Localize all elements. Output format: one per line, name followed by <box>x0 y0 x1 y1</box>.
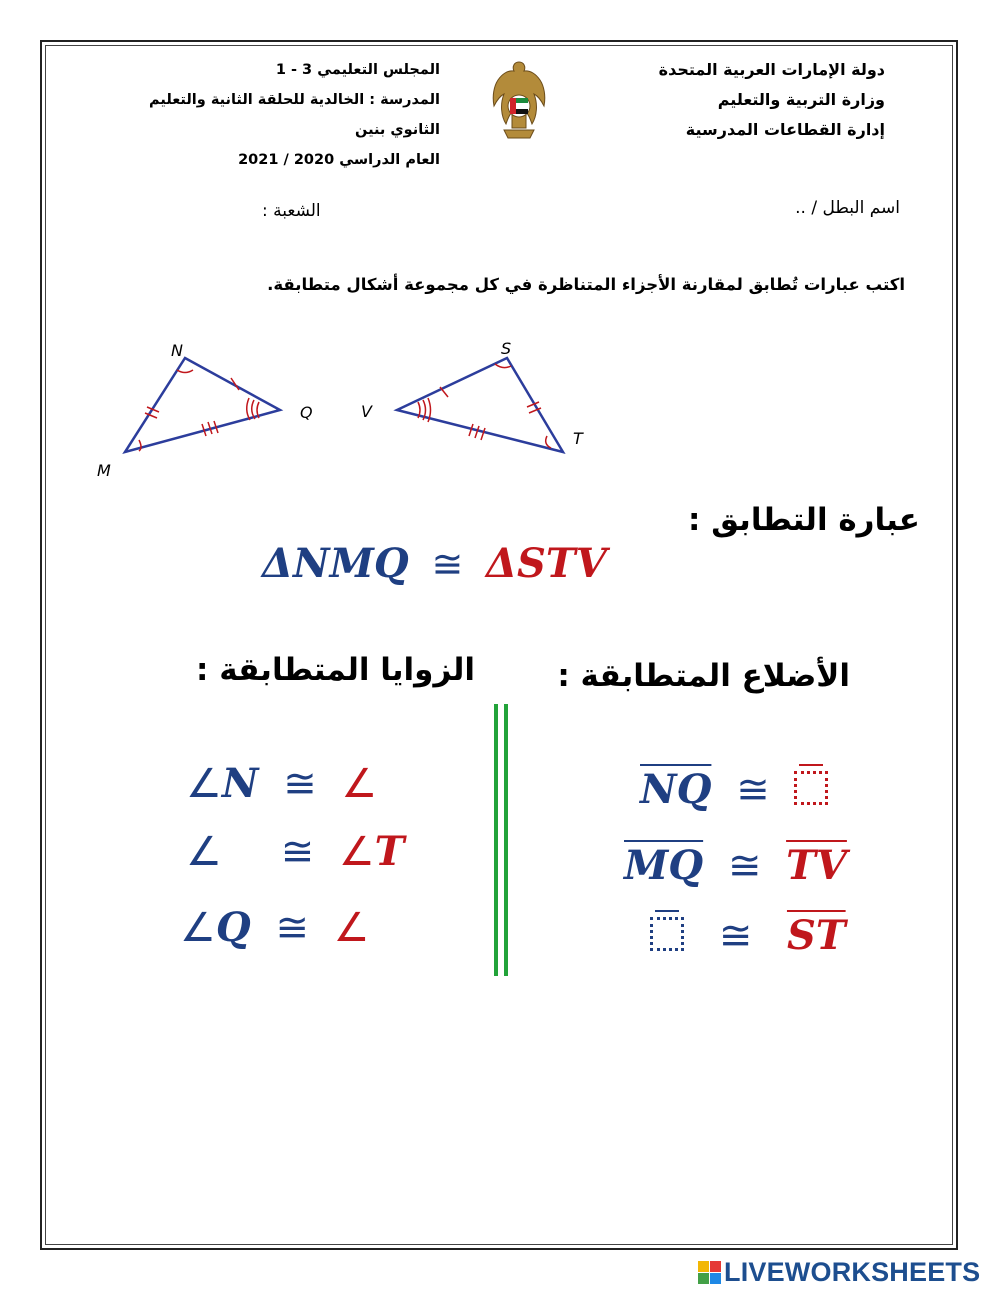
statement-right: ΔSTV <box>486 540 607 587</box>
vertex-label-v: V <box>361 402 372 421</box>
side-row <box>640 766 828 813</box>
sides-title: الأضلاع المتطابقة : <box>557 658 850 694</box>
header-line: المجلس التعليمي 3 - 1 <box>275 62 440 78</box>
header-line: العام الدراسي 2020 / 2021 <box>238 152 440 168</box>
triangles-figure <box>85 330 605 480</box>
angle-row <box>180 904 370 951</box>
vertex-label-m: M <box>97 461 111 480</box>
angle-symbol: ∠ <box>338 829 375 875</box>
student-name-label: اسم البطل / .. <box>795 198 900 218</box>
statement-left: ΔNMQ <box>262 540 409 587</box>
column-divider <box>494 704 514 976</box>
header-line: وزارة التربية والتعليم <box>717 90 885 109</box>
angle-symbol: ∠ <box>186 761 222 807</box>
congruent-symbol: ≅ <box>727 843 762 889</box>
statement-congruent-symbol: ≅ <box>431 542 464 586</box>
side-right-value: $\overline{TV}$ <box>786 842 847 889</box>
vertex-label-t: T <box>573 429 583 448</box>
brand-text: LIVEWORKSHEETS <box>724 1257 981 1287</box>
uae-emblem-icon <box>488 58 550 144</box>
instruction-text: اكتب عبارات تُطابق لمقارنة الأجزاء المتناظرة في كل مجموعة أشكال متطابقة. <box>267 275 905 294</box>
angle-symbol: ∠ <box>333 905 370 951</box>
congruent-symbol: ≅ <box>718 913 753 959</box>
angle-symbol: ∠ <box>180 905 216 951</box>
congruent-symbol: ≅ <box>283 761 317 807</box>
header-line: إدارة القطاعات المدرسية <box>685 120 885 139</box>
angle-left-value: N <box>221 760 259 807</box>
vertex-label-s: S <box>501 339 512 358</box>
side-left-value: $\overline{MQ}$ <box>624 842 704 889</box>
side-row <box>650 912 846 959</box>
page-border-inner <box>45 45 953 1245</box>
header-line: دولة الإمارات العربية المتحدة <box>658 60 885 79</box>
header-ministry <box>585 55 885 145</box>
congruent-symbol: ≅ <box>736 767 770 813</box>
liveworksheets-logo <box>698 1257 980 1288</box>
side-right-input[interactable] <box>794 771 828 805</box>
angle-symbol: ∠ <box>186 829 222 875</box>
congruence-statement <box>262 540 607 587</box>
angle-left-value: Q <box>215 904 251 951</box>
section-label: الشعبة : <box>262 201 321 221</box>
header-school <box>110 55 440 175</box>
angle-right-value: T <box>374 828 405 875</box>
congruent-symbol: ≅ <box>280 829 315 875</box>
side-left-input[interactable] <box>650 917 684 951</box>
side-left-value: $\overline{NQ}$ <box>640 766 712 813</box>
angle-symbol: ∠ <box>341 761 378 807</box>
angle-row <box>186 760 377 807</box>
statement-label: عبارة التطابق : <box>688 502 920 538</box>
liveworksheets-icon <box>698 1261 721 1284</box>
vertex-label-q: Q <box>300 403 313 422</box>
angle-row <box>186 828 404 875</box>
side-row <box>624 842 847 889</box>
angles-title: الزوايا المتطابقة : <box>196 652 475 688</box>
congruent-symbol: ≅ <box>275 905 309 951</box>
header-line: المدرسة : الخالدية للحلقة الثانية والتعليم الثانوي بنين <box>149 92 440 138</box>
side-right-value: $\overline{ST}$ <box>786 912 846 959</box>
vertex-label-n: N <box>171 341 183 360</box>
